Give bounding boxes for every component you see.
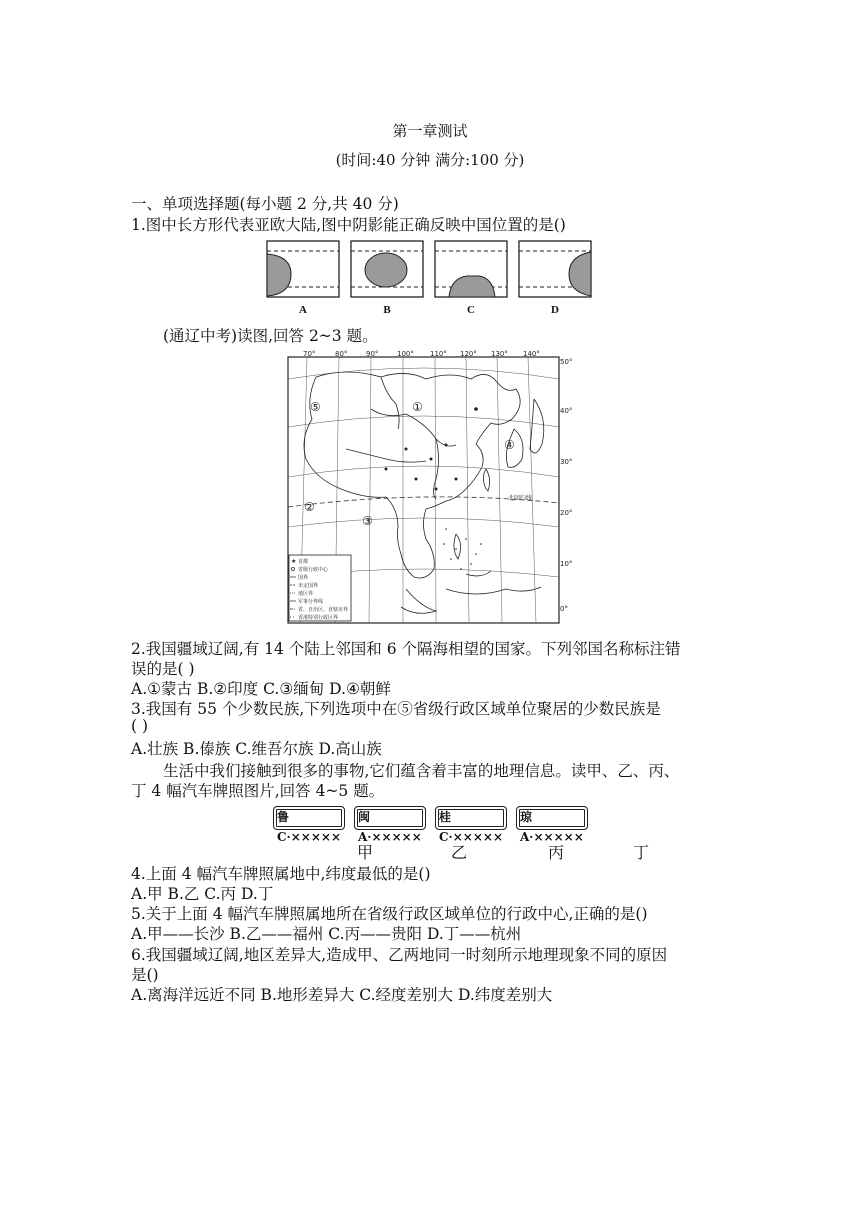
svg-text:★: ★ [291, 558, 297, 565]
q1-label-d: D [551, 304, 559, 316]
question-2-text-line1: 2.我国疆域辽阔,有 14 个陆上邻国和 6 个隔海相望的国家。下列邻国名称标注错 [131, 640, 681, 658]
question-6-text-line1: 6.我国疆域辽阔,地区差异大,造成甲、乙两地同一时刻所示地理现象不同的原因 [131, 946, 668, 964]
legend-item-7: 香港特别行政区界 [298, 615, 339, 621]
section-heading: 一、单项选择题(每小题 2 分,共 40 分) [131, 195, 399, 213]
license-plate-yi: 闽A·××××× [354, 806, 426, 830]
question-4-text: 4.上面 4 幅汽车牌照属地中,纬度最低的是() [131, 865, 431, 883]
china-map [286, 349, 576, 627]
map-intro: (通辽中考)读图,回答 2~3 题。 [163, 327, 378, 345]
tropic-label: 北回归线 [508, 495, 533, 502]
lon-label-110: 110° [430, 350, 447, 358]
lat-label-10: 10° [560, 560, 573, 568]
question-3-text-line2: ( ) [131, 717, 149, 735]
question-2-options: A.①蒙古 B.②印度 C.③缅甸 D.④朝鲜 [131, 680, 391, 698]
question-6-options: A.离海洋远近不同 B.地形差异大 C.经度差别大 D.纬度差别大 [131, 986, 553, 1004]
question-4-options: A.甲 B.乙 C.丙 D.丁 [131, 885, 274, 903]
question-3-options: A.壮族 B.傣族 C.维吾尔族 D.高山族 [131, 740, 382, 758]
plate-letter-ding: 丁 [633, 843, 650, 862]
license-plate-jia: 鲁C·××××× [273, 806, 345, 830]
region-marker-3: ③ [362, 514, 373, 528]
plate-letter-jia: 甲 [357, 843, 374, 862]
lon-label-90: 90° [366, 350, 379, 358]
lat-label-0: 0° [560, 605, 568, 613]
lon-label-130: 130° [491, 350, 508, 358]
lon-label-120: 120° [460, 350, 477, 358]
region-marker-5: ⑤ [310, 400, 321, 414]
legend-item-2: 国界 [298, 575, 309, 581]
question-6-text-line2: 是() [131, 966, 159, 984]
question-2-text-line2: 误的是( ) [131, 660, 195, 678]
region-marker-1: ① [412, 400, 423, 414]
legend-item-4: 地区界 [298, 591, 314, 597]
page-subtitle: (时间:40 分钟 满分:100 分) [335, 151, 525, 169]
q1-option-d-figure [519, 241, 591, 297]
plate-letter-yi: 乙 [451, 843, 468, 862]
legend-item-6: 省、自治区、直辖市界 [298, 607, 349, 613]
plate-letter-bing: 丙 [548, 843, 565, 862]
q1-label-b: B [383, 304, 391, 316]
q1-option-a-figure [267, 241, 339, 297]
page-title: 第一章测试 [392, 122, 468, 140]
question-1-text: 1.图中长方形代表亚欧大陆,图中阴影能正确反映中国位置的是() [131, 216, 566, 234]
lat-label-20: 20° [560, 509, 573, 517]
lat-label-40: 40° [560, 407, 573, 415]
license-plate-ding: 琼A·××××× [516, 806, 588, 830]
q1-label-a: A [299, 304, 307, 316]
q1-figure [263, 238, 595, 304]
legend-item-5: 军事分界线 [298, 599, 324, 605]
lon-label-140: 140° [523, 350, 540, 358]
region-marker-4: ④ [504, 438, 515, 452]
license-plate-bing: 桂C·××××× [435, 806, 507, 830]
legend-item-3: 未定国界 [298, 583, 319, 589]
question-3-text-line1: 3.我国有 55 个少数民族,下列选项中在⑤省级行政区域单位聚居的少数民族是 [131, 700, 661, 718]
question-5-options: A.甲——长沙 B.乙——福州 C.丙——贵阳 D.丁——杭州 [131, 925, 522, 943]
plates-intro-line2: 丁 4 幅汽车牌照图片,回答 4~5 题。 [131, 782, 385, 800]
region-marker-2: ② [304, 500, 315, 514]
plates-intro-line1: 生活中我们接触到很多的事物,它们蕴含着丰富的地理信息。读甲、乙、丙、 [163, 762, 680, 780]
q1-label-c: C [467, 304, 475, 316]
q1-option-c-figure [435, 241, 507, 297]
lat-label-50: 50° [560, 358, 573, 366]
q1-option-b-figure [351, 241, 423, 297]
legend-item-0: 首都 [298, 559, 309, 565]
question-5-text: 5.关于上面 4 幅汽车牌照属地所在省级行政区域单位的行政中心,正确的是() [131, 905, 648, 923]
legend-item-1: 省级行政中心 [298, 567, 329, 573]
lat-label-30: 30° [560, 458, 573, 466]
lon-label-100: 100° [397, 350, 414, 358]
lon-label-80: 80° [335, 350, 348, 358]
lon-label-70: 70° [303, 350, 316, 358]
